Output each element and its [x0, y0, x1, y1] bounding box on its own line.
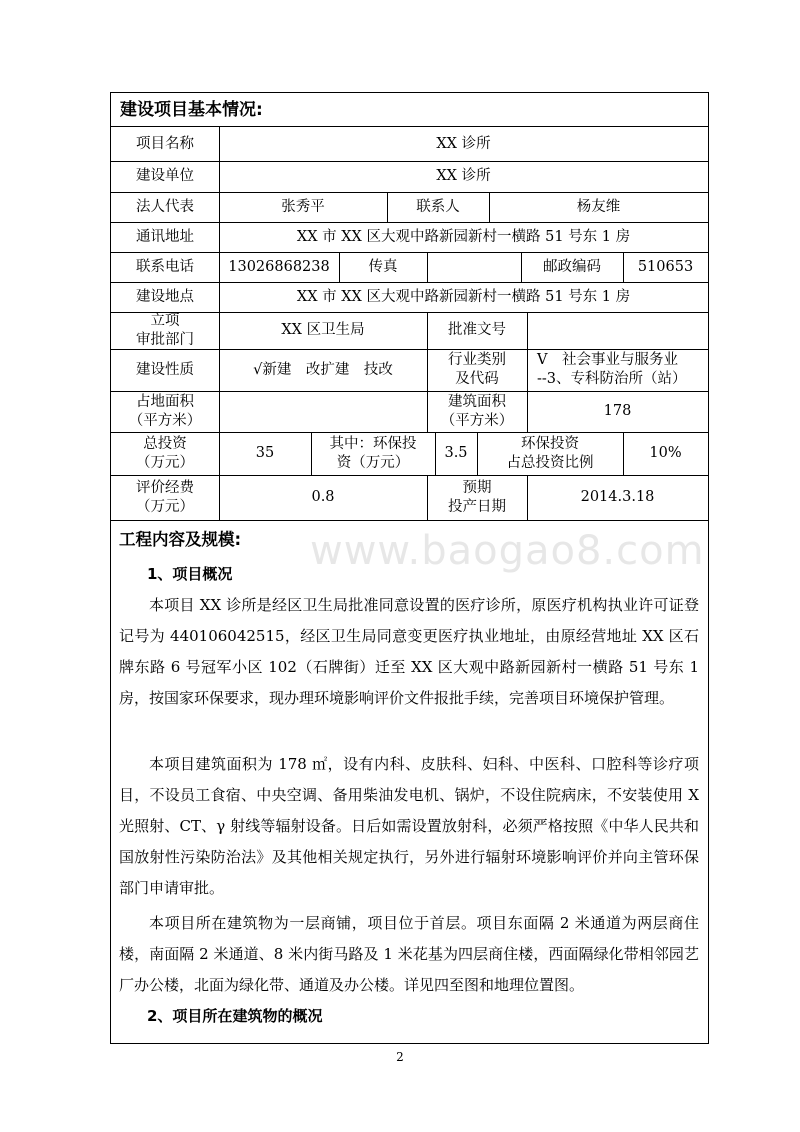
industry-code-label	[427, 349, 527, 391]
document-frame	[110, 92, 709, 1044]
site-label: 建设地点	[136, 288, 194, 305]
production-date-label	[427, 475, 527, 520]
env-investment-value: 3.5	[444, 445, 468, 461]
watermark: www.baogao8.com	[310, 528, 705, 574]
total-investment-label-line2: （万元）	[136, 454, 194, 471]
site-value: XX 市 XX 区大观中路新园新村一横路 51 号东 1 房	[296, 288, 631, 305]
basic-info-header: 建设项目基本情况:	[111, 93, 708, 127]
builder-value: XX 诊所	[436, 168, 491, 184]
engineering-section	[111, 520, 708, 1043]
project-name-label: 项目名称	[136, 135, 194, 152]
env-ratio-label	[477, 432, 623, 475]
contact-person-label: 联系人	[416, 198, 460, 215]
land-area-label-line1: 占地面积	[136, 393, 194, 410]
postcode-label: 邮政编码	[543, 258, 601, 275]
industry-code-label-line2: 及代码	[455, 371, 499, 387]
mailing-address-label: 通讯地址	[136, 228, 194, 245]
phone-label: 联系电话	[136, 258, 194, 275]
approval-no-value	[527, 312, 708, 349]
approval-dept-label	[111, 312, 219, 349]
eval-fee-value: 0.8	[311, 489, 335, 505]
land-area-label-line2: （平方米）	[128, 412, 202, 429]
env-ratio-label-line2: 占总投资比例	[506, 454, 594, 471]
fax-label: 传真	[368, 258, 398, 275]
production-date-label-line1: 预期	[462, 479, 492, 496]
industry-code-value-line1: V 社会事业与服务业	[537, 352, 678, 368]
env-ratio-value: 10%	[649, 445, 682, 461]
total-investment-value: 35	[255, 445, 275, 461]
legal-rep-value: 张秀平	[281, 198, 325, 215]
env-investment-label	[311, 432, 435, 475]
legal-rep-label: 法人代表	[136, 198, 194, 215]
production-date-label-line2: 投产日期	[448, 498, 506, 515]
engineering-title: 工程内容及规模:	[119, 530, 242, 549]
floor-area-label-line2: （平方米）	[440, 412, 514, 429]
approval-no-label: 批准文号	[448, 322, 506, 338]
eval-fee-label-line2: （万元）	[136, 498, 194, 515]
approval-dept-value: XX 区卫生局	[281, 322, 365, 338]
eval-fee-label	[111, 475, 219, 520]
fax-value	[427, 252, 521, 282]
env-investment-label-line2: 资（万元）	[336, 454, 410, 471]
paragraph-location: 本项目所在建筑物为一层商铺，项目位于首层。项目东面隔 2 米通道为两层商住楼，南面隔 2 米通道、8 米内街马路及 1 米花基为四层商住楼，西面隔绿化带相邻园艺厂办公楼，北面为绿化带、通道及办公楼。详见四至图和地理位置图。	[119, 914, 699, 994]
contact-person-value: 杨友维	[576, 198, 621, 215]
production-date-value: 2014.3.18	[580, 489, 655, 505]
page-number: 2	[396, 1050, 404, 1064]
industry-code-label-line1: 行业类别	[448, 352, 506, 368]
land-area-label	[111, 391, 219, 432]
paragraph-scope: 本项目建筑面积为 178 ㎡，设有内科、皮肤科、妇科、中医科、口腔科等诊疗项目，不设员工食宿、中央空调、备用柴油发电机、锅炉，不设住院病床，不安装使用 X 光照射、CT、γ 射线等辐射设备。日后如需设置放射科，必须严格按照《中华人民共和国放射性污染防治法》及其他相关规定执行，另外进行辐射环境影响评价并向主管环保部门申请审批。	[119, 755, 699, 897]
phone-value: 13026868238	[228, 258, 330, 275]
paragraph-overview: 本项目 XX 诊所是经区卫生局批准同意设置的医疗诊所，原医疗机构执业许可证登记号为 440106042515，经区卫生局同意变更医疗执业地址，由原经营地址 XX 区石牌东路 6 号冠军小区 102（石牌街）迁至 XX 区大观中路新园新村一横路 51 号东 1 房，按国家环保要求，现办理环境影响评价文件报批手续，完善项目环境保护管理。	[119, 596, 699, 707]
total-investment-label-line1: 总投资	[143, 435, 187, 452]
approval-dept-label-line2: 审批部门	[136, 331, 194, 348]
env-investment-label-line1: 其中：环保投	[329, 435, 417, 452]
builder-label: 建设单位	[136, 168, 194, 184]
construction-nature-value: √新建 改扩建 技改	[253, 361, 393, 378]
env-ratio-label-line1: 环保投资	[521, 435, 579, 452]
construction-nature-label: 建设性质	[136, 361, 194, 378]
total-investment-label	[111, 432, 219, 475]
approval-dept-label-line1: 立项	[150, 312, 180, 329]
mailing-address-value: XX 市 XX 区大观中路新园新村一横路 51 号东 1 房	[296, 228, 631, 245]
industry-code-value	[527, 349, 708, 391]
land-area-value	[219, 391, 427, 432]
floor-area-value: 178	[603, 403, 632, 419]
eval-fee-label-line1: 评价经费	[136, 479, 194, 496]
industry-code-value-line2: --3、专科防治所（站）	[537, 371, 687, 387]
postcode-value: 510653	[637, 258, 694, 275]
subsection-project-overview: 1、项目概况	[147, 565, 233, 583]
floor-area-label	[427, 391, 527, 432]
floor-area-label-line1: 建筑面积	[448, 393, 506, 410]
project-name-value: XX 诊所	[436, 135, 491, 152]
subsection-building-overview: 2、项目所在建筑物的概况	[147, 1007, 323, 1025]
